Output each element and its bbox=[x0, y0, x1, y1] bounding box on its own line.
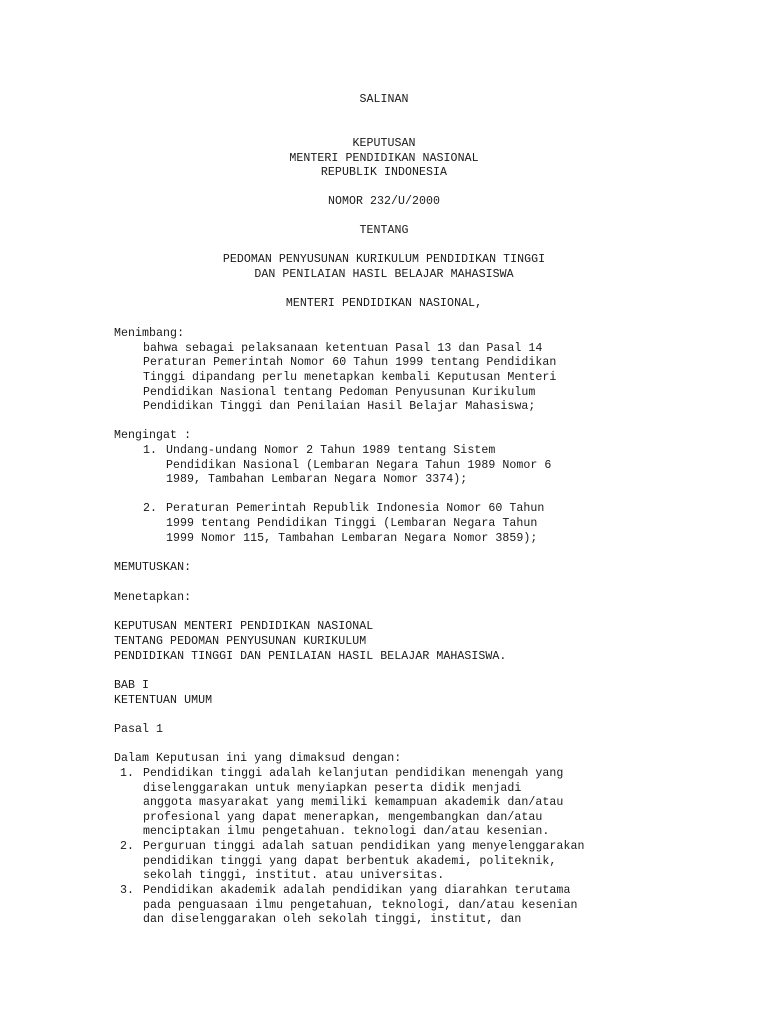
list-item-number: 1. bbox=[120, 767, 135, 780]
definition-line: dan diselenggarakan oleh sekolah tinggi, institut, dan bbox=[143, 913, 522, 926]
list-item-number: 2. bbox=[143, 502, 158, 515]
definition-line: profesional yang dapat menerapkan, mengembangkan dan/atau bbox=[143, 811, 543, 824]
menimbang-line: Pendidikan Tinggi dan Penilaian Hasil Belajar Mahasiswa; bbox=[143, 400, 536, 413]
article-title: Pasal 1 bbox=[114, 723, 164, 736]
article-intro: Dalam Keputusan ini yang dimaksud dengan: bbox=[114, 752, 402, 765]
definition-line: diselenggarakan untuk menyiapkan peserta didik menjadi bbox=[143, 782, 522, 795]
definition-line: pada penguasaan ilmu pengetahuan, teknologi, dan/atau kesenian bbox=[143, 899, 578, 912]
definition-line: menciptakan ilmu pengetahuan. teknologi dan/atau kesenian. bbox=[143, 825, 550, 838]
menetapkan-line: PENDIDIKAN TINGGI DAN PENILAIAN HASIL BELAJAR MAHASISWA. bbox=[114, 650, 507, 663]
mengingat-item-line: Peraturan Pemerintah Republik Indonesia Nomor 60 Tahun bbox=[166, 502, 545, 515]
chapter-title: KETENTUAN UMUM bbox=[114, 694, 213, 707]
menimbang-heading: Menimbang: bbox=[114, 327, 185, 340]
chapter-number: BAB I bbox=[114, 679, 150, 692]
definition-line: Pendidikan akademik adalah pendidikan yang diarahkan terutama bbox=[143, 884, 571, 897]
mengingat-item-line: 1999 tentang Pendidikan Tinggi (Lembaran Negara Tahun bbox=[166, 517, 538, 530]
mengingat-heading: Mengingat : bbox=[114, 429, 192, 442]
definition-line: sekolah tinggi, institut. atau universitas. bbox=[143, 869, 445, 882]
document-title-line: KEPUTUSAN bbox=[352, 137, 416, 150]
memutuskan-heading: MEMUTUSKAN: bbox=[114, 561, 192, 574]
menetapkan-line: KEPUTUSAN MENTERI PENDIDIKAN NASIONAL bbox=[114, 620, 374, 633]
definition-line: Perguruan tinggi adalah satuan pendidikan yang menyelenggarakan bbox=[143, 840, 585, 853]
definition-line: Pendidikan tinggi adalah kelanjutan pendidikan menengah yang bbox=[143, 767, 564, 780]
mengingat-item-line: Undang-undang Nomor 2 Tahun 1989 tentang Sistem bbox=[166, 444, 496, 457]
list-item-number: 1. bbox=[143, 444, 158, 457]
list-item-number: 3. bbox=[120, 884, 135, 897]
menimbang-line: bahwa sebagai pelaksanaan ketentuan Pasal 13 dan Pasal 14 bbox=[143, 342, 543, 355]
mengingat-item-line: Pendidikan Nasional (Lembaran Negara Tahun 1989 Nomor 6 bbox=[166, 459, 552, 472]
mengingat-item-line: 1989, Tambahan Lembaran Negara Nomor 3374); bbox=[166, 473, 468, 486]
menimbang-line: Tinggi dipandang perlu menetapkan kembali Keputusan Menteri bbox=[143, 371, 557, 384]
menetapkan-line: TENTANG PEDOMAN PENYUSUNAN KURIKULUM bbox=[114, 635, 367, 648]
mengingat-item-line: 1999 Nomor 115, Tambahan Lembaran Negara Nomor 3859); bbox=[166, 532, 538, 545]
document-number: NOMOR 232/U/2000 bbox=[327, 195, 441, 208]
tentang-label: TENTANG bbox=[359, 224, 409, 237]
list-item-number: 2. bbox=[120, 840, 135, 853]
salinan-label: SALINAN bbox=[359, 93, 409, 106]
issuer-line: MENTERI PENDIDIKAN NASIONAL, bbox=[285, 297, 483, 310]
subject-line: DAN PENILAIAN HASIL BELAJAR MAHASISWA bbox=[254, 268, 514, 281]
document-title-line: REPUBLIK INDONESIA bbox=[320, 166, 448, 179]
subject-line: PEDOMAN PENYUSUNAN KURIKULUM PENDIDIKAN TINGGI bbox=[222, 253, 546, 266]
definition-line: pendidikan tinggi yang dapat berbentuk akademi, politeknik, bbox=[143, 855, 557, 868]
menimbang-line: Pendidikan Nasional tentang Pedoman Penyusunan Kurikulum bbox=[143, 386, 536, 399]
document-title-line: MENTERI PENDIDIKAN NASIONAL bbox=[289, 152, 479, 165]
menimbang-line: Peraturan Pemerintah Nomor 60 Tahun 1999 tentang Pendidikan bbox=[143, 356, 557, 369]
menetapkan-heading: Menetapkan: bbox=[114, 591, 192, 604]
definition-line: anggota masyarakat yang memiliki kemampuan akademik dan/atau bbox=[143, 796, 564, 809]
